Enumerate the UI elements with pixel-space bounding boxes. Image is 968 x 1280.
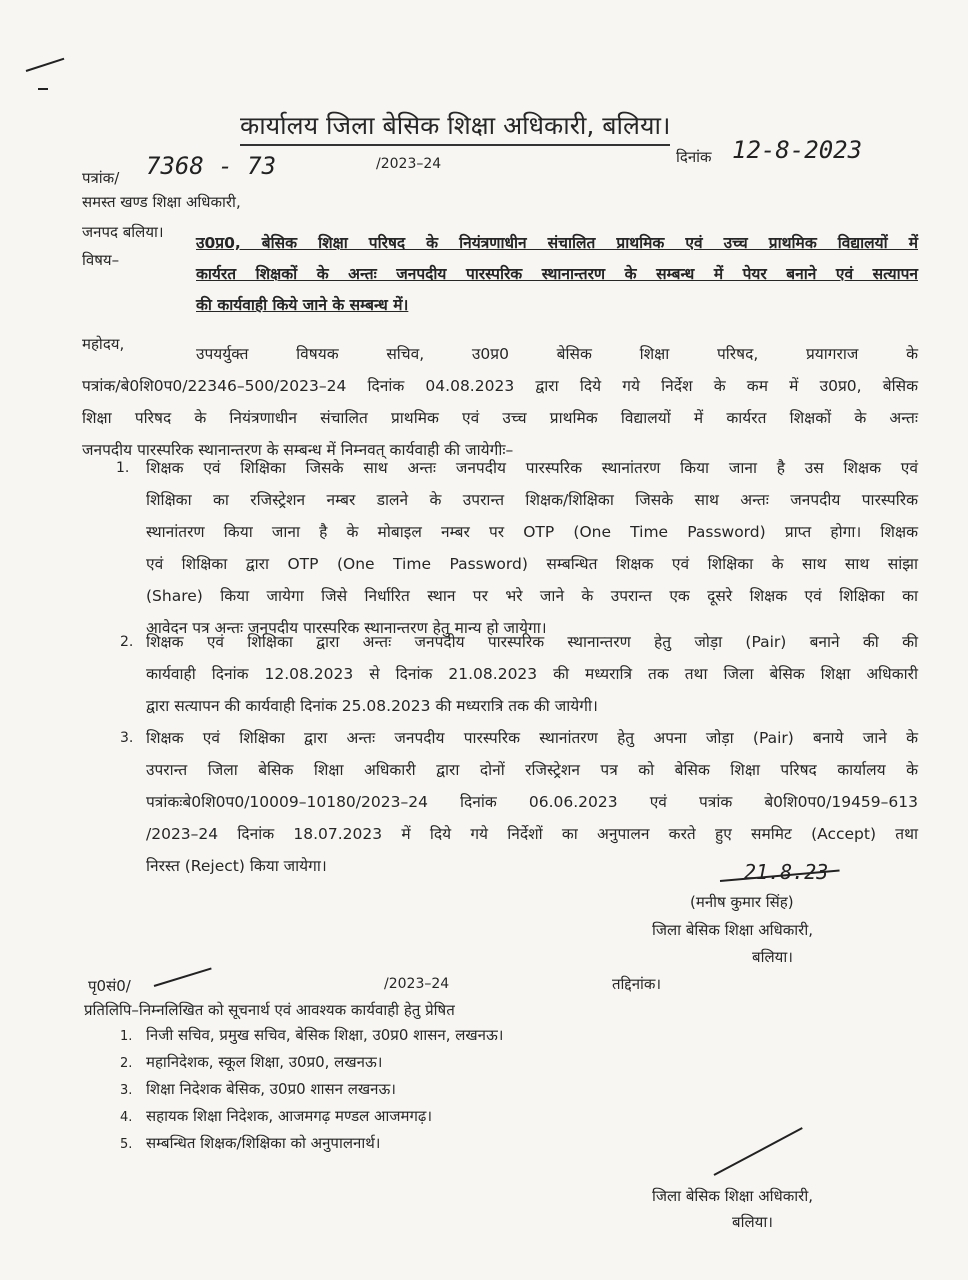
point-number: 3.: [120, 730, 134, 746]
list-text: शिक्षा निदेशक बेसिक, उ0प्र0 शासन लखनऊ।: [146, 1080, 396, 1098]
point-line: निरस्त (Reject) किया जायेगा।: [146, 857, 327, 875]
list-number: 4.: [120, 1110, 133, 1125]
subject-label: विषय–: [82, 251, 120, 269]
point-line: शिक्षक एवं शिक्षिका द्वारा अन्तः जनपदीय पारस्परिक स्थानांतरण हेतु अपना जोड़ा (Pair) बनाये जाने के: [146, 729, 918, 747]
list-item: [120, 1076, 503, 1103]
subject-line: उ0प्र0, बेसिक शिक्षा परिषद के नियंत्रणाधीन संचालित प्राथमिक एवं उच्च प्राथमिक विद्यालयों में: [196, 234, 918, 252]
date-handwritten: 12-8-2023: [732, 136, 863, 164]
point-line: शिक्षिका का रजिस्ट्रेशन नम्बर डालने के उपरान्त शिक्षक/शिक्षिका जिसके साथ अन्तः जनपदीय पारस्परिक: [146, 491, 918, 509]
letter-number-label: पत्रांक/: [82, 169, 120, 187]
recipient-line: जनपद बलिया।: [82, 223, 164, 241]
subject-line: कार्यरत शिक्षकों के अन्तः जनपदीय पारस्परिक स्थानान्तरण के सम्बन्ध में पेयर बनाने एवं सत्यापन: [196, 265, 918, 283]
point-line: आवेदन पत्र अन्तः जनपदीय पारस्परिक स्थानान्तरण हेतु मान्य हो जायेगा।: [146, 619, 547, 637]
point-line: /2023–24 दिनांक 18.07.2023 में दिये गये निर्देशों का अनुपालन करते हुए सममिट (Accept) तथा: [146, 825, 918, 843]
list-text: महानिदेशक, स्कूल शिक्षा, उ0प्र0, लखनऊ।: [146, 1053, 383, 1071]
salutation: महोदय,: [82, 335, 125, 353]
signatory-place: बलिया।: [752, 948, 793, 966]
intro-line: पत्रांक/बे0शि0प0/22346–500/2023–24 दिनांक 04.08.2023 द्वारा दिये गये निर्देश के कम में उ0प्र0, बेसिक: [82, 377, 918, 395]
signature-date: 21.8.23: [744, 860, 829, 884]
list-text: सम्बन्धित शिक्षक/शिक्षिका को अनुपालनार्थ।: [146, 1134, 381, 1152]
list-item: [120, 1130, 503, 1157]
footer-place: बलिया।: [732, 1213, 773, 1231]
point-line: कार्यवाही दिनांक 12.08.2023 से दिनांक 21.08.2023 की मध्यरात्रि तक तथा जिला बेसिक शिक्षा अधिकारी: [146, 665, 918, 683]
intro-line: जनपदीय पारस्परिक स्थानान्तरण के सम्बन्ध में निम्नवत् कार्यवाही की जायेगीः–: [82, 441, 514, 459]
point-2: [120, 626, 918, 722]
point-line: उपरान्त जिला बेसिक शिक्षा अधिकारी द्वारा दोनों रजिस्ट्रेशन पत्र को बेसिक शिक्षा परिषद कार्यालय के: [146, 761, 918, 779]
copy-date: तद्दिनांक।: [612, 975, 662, 993]
list-text: सहायक शिक्षा निदेशक, आजमगढ़ मण्डल आजमगढ़।: [146, 1107, 433, 1125]
letter-session: /2023–24: [376, 156, 442, 172]
subject-line: की कार्यवाही किये जाने के सम्बन्ध में।: [196, 296, 409, 314]
copy-list: [120, 1022, 503, 1157]
list-number: 1.: [120, 1029, 133, 1044]
point-number: 1.: [116, 460, 130, 476]
point-3: [120, 722, 918, 882]
intro-line: उपयर्युक्त विषयक सचिव, उ0प्र0 बेसिक शिक्षा परिषद, प्रयागराज के: [196, 345, 918, 363]
signatory-name: (मनीष कुमार सिंह): [690, 893, 794, 911]
point-line: एवं शिक्षिका द्वारा OTP (One Time Password) सम्बन्धित शिक्षक एवं शिक्षिका के साथ साथ सांझा: [146, 555, 918, 573]
margin-mark: [38, 88, 48, 90]
subject-text: [196, 228, 918, 321]
point-line: स्थानांतरण किया जाना है के मोबाइल नम्बर पर OTP (One Time Password) प्राप्त होगा। शिक्षक: [146, 523, 918, 541]
point-line: पत्रांकःबे0शि0प0/10009–10180/2023–24 दिनांक 06.06.2023 एवं पत्रांक बे0शि0प0/19459–613: [146, 793, 918, 811]
margin-mark: [26, 58, 65, 72]
list-number: 2.: [120, 1056, 133, 1071]
intro-paragraph: [82, 338, 918, 466]
point-1: [116, 452, 918, 644]
list-text: निजी सचिव, प्रमुख सचिव, बेसिक शिक्षा, उ0प्र0 शासन, लखनऊ।: [146, 1026, 504, 1044]
letter-number-handwritten: 7368 - 73: [146, 152, 277, 180]
copy-ref-label: पृ0सं0/: [88, 977, 131, 995]
list-item: [120, 1103, 503, 1130]
point-line: शिक्षक एवं शिक्षिका जिसके साथ अन्तः जनपदीय पारस्परिक स्थानांतरण किया जाना है उस शिक्षक एवं: [146, 459, 918, 477]
ref-stroke: [154, 968, 212, 987]
list-item: [120, 1022, 503, 1049]
list-item: [120, 1049, 503, 1076]
signatory-designation: जिला बेसिक शिक्षा अधिकारी,: [652, 921, 813, 939]
footer-signature-stroke: [714, 1127, 803, 1176]
copy-heading: प्रतिलिपि–निम्नलिखित को सूचनार्थ एवं आवश्यक कार्यवाही हेतु प्रेषित: [84, 1001, 455, 1019]
date-label: दिनांक: [676, 148, 712, 166]
intro-line: शिक्षा परिषद के नियंत्रणाधीन संचालित प्राथमिक एवं उच्च प्राथमिक विद्यालयों में कार्यरत शिक्षकों के अन्तः: [82, 409, 918, 427]
point-line: शिक्षक एवं शिक्षिका द्वारा अन्तः जनपदीय पारस्परिक स्थानान्तरण हेतु जोड़ा (Pair) बनाने की की: [146, 633, 918, 651]
footer-designation: जिला बेसिक शिक्षा अधिकारी,: [652, 1187, 813, 1205]
point-number: 2.: [120, 634, 134, 650]
point-line: द्वारा सत्यापन की कार्यवाही दिनांक 25.08.2023 की मध्यरात्रि तक की जायेगी।: [146, 697, 598, 715]
copy-session: /2023–24: [384, 976, 450, 992]
list-number: 3.: [120, 1083, 133, 1098]
list-number: 5.: [120, 1137, 133, 1152]
recipient-line: समस्त खण्ड शिक्षा अधिकारी,: [82, 193, 241, 211]
office-title: कार्यालय जिला बेसिक शिक्षा अधिकारी, बलिया।: [240, 108, 670, 146]
point-line: (Share) किया जायेगा जिसे निर्धारित स्थान पर भरे जाने के उपरान्त एक दूसरे शिक्षक एवं शिक्षिका का: [146, 587, 918, 605]
